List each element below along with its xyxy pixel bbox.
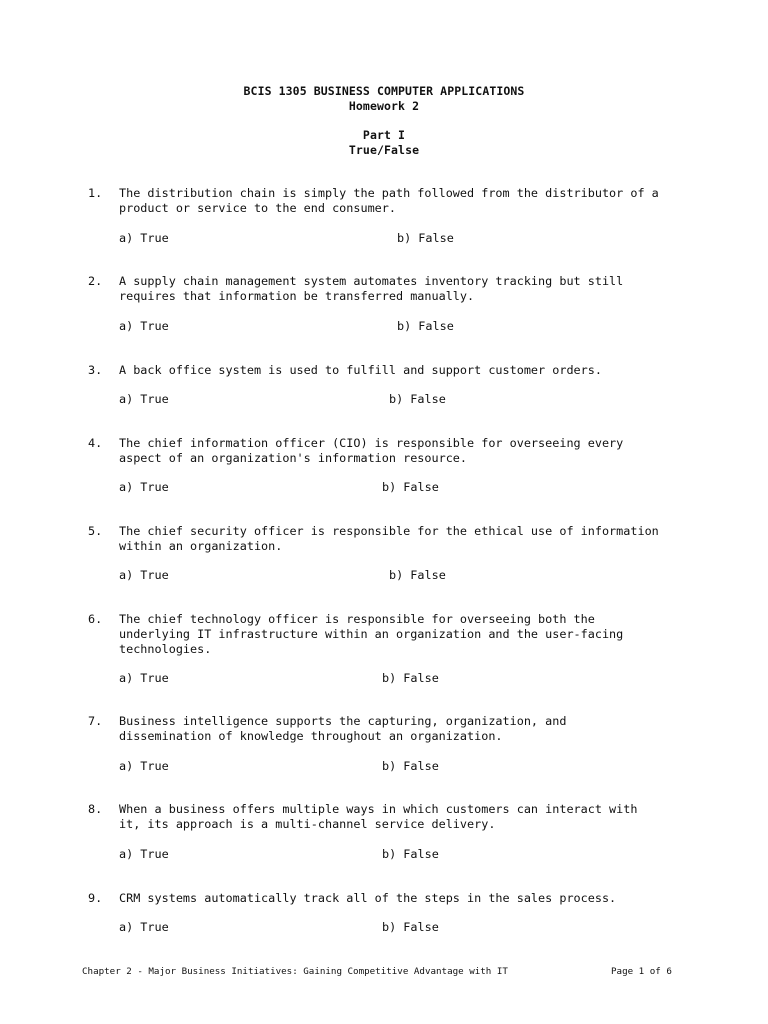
question-6-option-true: a) True — [119, 671, 169, 685]
course-title: BCIS 1305 BUSINESS COMPUTER APPLICATIONS — [243, 84, 525, 98]
question-7-option-false: b) False — [382, 759, 439, 773]
question-4-option-false: b) False — [382, 480, 439, 494]
question-3-option-false: b) False — [389, 392, 446, 406]
question-text: The chief technology officer is responsible for overseeing both the underlying IT infrastructure within an organization and the user-facing technologies. — [119, 612, 624, 656]
question-number: 6. — [88, 612, 103, 626]
question-number: 7. — [88, 714, 103, 728]
question-number: 9. — [88, 891, 103, 905]
question-text: CRM systems automatically track all of the steps in the sales process. — [119, 891, 617, 905]
footer-chapter: Chapter 2 - Major Business Initiatives: Gaining Competitive Advantage with IT — [82, 966, 508, 977]
question-text: A supply chain management system automates inventory tracking but still requires that information be transferred manually. — [119, 274, 624, 303]
question-text: The chief security officer is responsible for the ethical use of information within an organization. — [119, 524, 659, 553]
question-9-option-true: a) True — [119, 920, 169, 934]
question-number: 2. — [88, 274, 103, 288]
question-9-option-false: b) False — [382, 920, 439, 934]
question-8-option-false: b) False — [382, 847, 439, 861]
question-8-option-true: a) True — [119, 847, 169, 861]
question-3-option-true: a) True — [119, 392, 169, 406]
question-text: When a business offers multiple ways in which customers can interact with it, its approach is a multi-channel service delivery. — [119, 802, 638, 831]
question-2-option-false: b) False — [397, 319, 454, 333]
question-1-option-false: b) False — [397, 231, 454, 245]
question-number: 1. — [88, 186, 103, 200]
question-7-option-true: a) True — [119, 759, 169, 773]
assignment-title: Homework 2 — [348, 99, 420, 113]
question-6-option-false: b) False — [382, 671, 439, 685]
question-4-option-true: a) True — [119, 480, 169, 494]
section-heading: True/False — [348, 143, 420, 157]
part-heading: Part I — [362, 128, 406, 142]
question-5-option-true: a) True — [119, 568, 169, 582]
footer-page-number: Page 1 of 6 — [611, 966, 672, 977]
question-2-option-true: a) True — [119, 319, 169, 333]
question-5-option-false: b) False — [389, 568, 446, 582]
question-number: 5. — [88, 524, 103, 538]
question-text: Business intelligence supports the capturing, organization, and dissemination of knowledge throughout an organization. — [119, 714, 567, 743]
question-number: 3. — [88, 363, 103, 377]
question-text: A back office system is used to fulfill and support customer orders. — [119, 363, 602, 377]
question-number: 4. — [88, 436, 103, 450]
question-number: 8. — [88, 802, 103, 816]
question-text: The distribution chain is simply the path followed from the distributor of a product or service to the end consumer. — [119, 186, 659, 215]
question-1-option-true: a) True — [119, 231, 169, 245]
question-text: The chief information officer (CIO) is responsible for overseeing every aspect of an organization's information resource. — [119, 436, 624, 465]
